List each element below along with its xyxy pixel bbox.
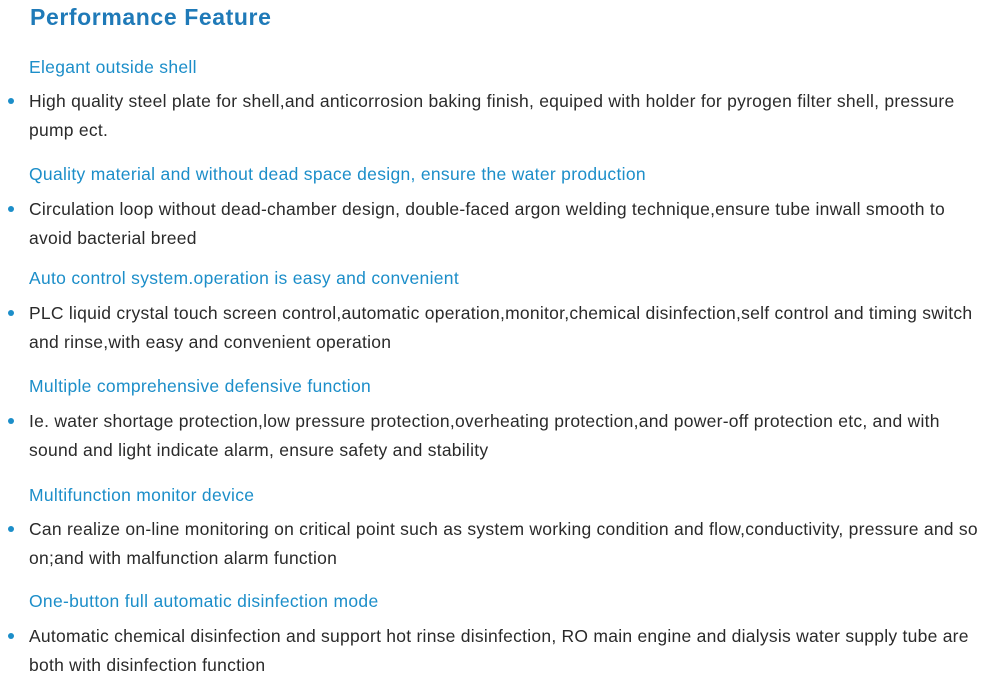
feature-heading-monitor-device: Multifunction monitor device <box>29 485 255 505</box>
bullet-icon <box>8 526 14 532</box>
bullet-icon <box>8 418 14 424</box>
feature-text: Circulation loop without dead-chamber design, double-faced argon welding technique,ensure tube inwall smooth to avoid bacterial breed <box>29 199 945 248</box>
feature-heading-disinfection-mode: One-button full automatic disinfection mode <box>29 591 379 611</box>
feature-text: Ie. water shortage protection,low pressure protection,overheating protection,and power-off protection etc, and with sound and light indicate alarm, ensure safety and stability <box>29 411 940 460</box>
feature-text: High quality steel plate for shell,and anticorrosion baking finish, equiped with holder for pyrogen filter shell, pressure pump ect. <box>29 91 955 140</box>
feature-heading-quality-material: Quality material and without dead space design, ensure the water production <box>29 164 646 184</box>
feature-text: Automatic chemical disinfection and support hot rinse disinfection, RO main engine and dialysis water supply tube are both with disinfection function <box>29 626 969 675</box>
feature-heading-elegant-shell: Elegant outside shell <box>29 57 197 77</box>
feature-heading-auto-control: Auto control system.operation is easy and convenient <box>29 268 460 288</box>
page-title: Performance Feature <box>30 4 272 30</box>
feature-text: Can realize on-line monitoring on critical point such as system working condition and flow,conductivity, pressure and so on;and with malfunction alarm function <box>29 519 978 568</box>
feature-text: PLC liquid crystal touch screen control,automatic operation,monitor,chemical disinfection,self control and timing switch and rinse,with easy and convenient operation <box>29 303 973 352</box>
bullet-icon <box>8 98 14 104</box>
bullet-icon <box>8 206 14 212</box>
bullet-icon <box>8 633 14 639</box>
bullet-icon <box>8 310 14 316</box>
feature-heading-defensive-function: Multiple comprehensive defensive function <box>29 376 372 396</box>
